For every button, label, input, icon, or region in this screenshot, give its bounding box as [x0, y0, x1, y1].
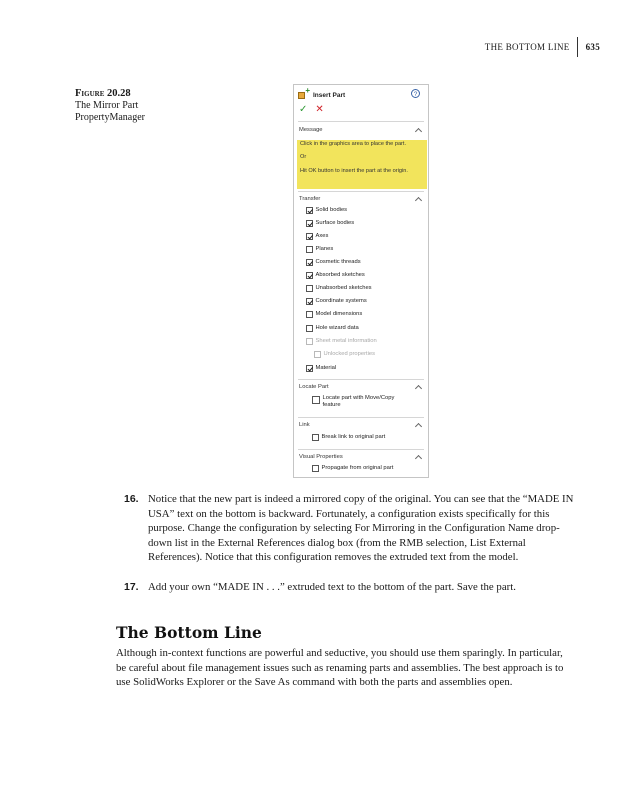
checkbox-checked[interactable] — [306, 207, 313, 214]
chevron-up-icon[interactable] — [415, 127, 422, 134]
figure-caption — [75, 88, 195, 124]
transfer-option[interactable] — [306, 285, 372, 292]
chevron-up-icon[interactable] — [415, 422, 422, 429]
checkbox-checked[interactable] — [306, 365, 313, 372]
section-divider — [298, 191, 424, 192]
ok-check-icon[interactable]: ✓ — [299, 104, 308, 115]
transfer-section-header[interactable] — [299, 194, 423, 204]
checkbox[interactable] — [306, 311, 313, 318]
running-head-title: THE BOTTOM LINE — [484, 42, 570, 52]
transfer-option[interactable] — [306, 325, 359, 332]
message-line: Or — [300, 154, 307, 161]
link-section-title: Link — [299, 422, 310, 428]
panel-header — [298, 86, 424, 101]
chevron-up-icon[interactable] — [415, 384, 422, 391]
section-divider — [298, 121, 424, 122]
visual-section-title: Visual Properties — [299, 454, 343, 460]
propagate-checkbox[interactable] — [312, 465, 393, 472]
panel-title: Insert Part — [313, 91, 346, 99]
checkbox-label: Break link to original part — [321, 434, 386, 440]
transfer-option — [314, 351, 375, 358]
checkbox-label: Absorbed sketches — [315, 272, 365, 278]
checkbox-checked[interactable] — [306, 298, 313, 305]
checkbox-checked[interactable] — [306, 272, 313, 279]
checkbox[interactable] — [312, 434, 319, 441]
step-text: Add your own “MADE IN . . .” extruded text to the bottom of the part. Save the part. — [148, 581, 516, 593]
checkbox-label: Material — [315, 365, 337, 371]
link-section-header[interactable] — [299, 420, 423, 430]
locate-section-title: Locate Part — [299, 384, 329, 390]
checkbox-label: Model dimensions — [315, 311, 363, 317]
checkbox-label: Surface bodies — [315, 220, 355, 226]
section-divider — [298, 449, 424, 450]
checkbox — [306, 338, 313, 345]
checkbox-label: Planes — [315, 246, 334, 252]
body-paragraph: Although in-context functions are powerful and seductive, you should use them sparingly. In particular, be careful about file management issues such as renaming parts and assemblies. The best approach is to use SolidWorks Explorer or the Save As command with both the parts and assemblies open. — [116, 647, 564, 688]
section-heading: The Bottom Line — [116, 623, 262, 642]
step-number: 17. — [124, 581, 139, 593]
step-text: Notice that the new part is indeed a mirrored copy of the original. You can see that the “MADE IN USA” text on the bottom is backward. Fortunately, a configuration exists specifically for this purpose. Change the configuration by selecting For Mirroring in the Configuration Name drop-down list in the External References dialog box (from the RMB selection, List External References). Notice that this configuration removes the extruded text from the model. — [148, 493, 574, 563]
transfer-option[interactable] — [306, 311, 362, 318]
message-box — [297, 140, 427, 189]
checkbox-checked[interactable] — [306, 233, 313, 240]
break-link-checkbox[interactable] — [312, 434, 385, 441]
checkbox[interactable] — [312, 465, 319, 472]
insert-part-icon: + — [298, 90, 308, 100]
ok-cancel-bar — [299, 104, 324, 115]
checkbox — [314, 351, 321, 358]
transfer-option[interactable] — [306, 298, 367, 305]
checkbox[interactable] — [306, 285, 313, 292]
checkbox-label: Cosmetic threads — [315, 259, 361, 265]
checkbox-label: Hole wizard data — [315, 325, 359, 331]
figure-caption-text: The Mirror Part PropertyManager — [75, 100, 145, 123]
checkbox-label: Coordinate systems — [315, 298, 367, 304]
checkbox-label: Solid bodies — [315, 207, 348, 213]
transfer-option[interactable] — [306, 233, 328, 240]
checkbox-checked[interactable] — [306, 259, 313, 266]
message-line: Hit OK button to insert the part at the origin. — [300, 167, 408, 174]
checkbox-checked[interactable] — [306, 220, 313, 227]
checkbox[interactable] — [306, 246, 313, 253]
figure-label: Figure 20.28 — [75, 88, 131, 99]
checkbox-label: Axes — [315, 233, 329, 239]
checkbox[interactable] — [312, 396, 320, 404]
chevron-up-icon[interactable] — [415, 454, 422, 461]
message-section-title: Message — [299, 127, 323, 133]
locate-section-header[interactable] — [299, 382, 423, 392]
transfer-option — [306, 338, 377, 345]
visual-section-header[interactable] — [299, 452, 423, 462]
transfer-option[interactable] — [306, 220, 354, 227]
running-head-divider — [577, 37, 578, 57]
locate-part-checkbox[interactable] — [312, 395, 413, 409]
page-number: 635 — [585, 42, 600, 52]
insert-part-property-manager — [293, 84, 429, 478]
message-section-header[interactable] — [299, 125, 423, 135]
transfer-option[interactable] — [306, 272, 365, 279]
running-head — [485, 37, 600, 57]
transfer-option[interactable] — [306, 246, 333, 253]
cancel-x-icon[interactable]: ✕ — [315, 104, 324, 115]
transfer-option[interactable] — [306, 207, 347, 214]
transfer-section-title: Transfer — [299, 196, 321, 202]
section-divider — [298, 417, 424, 418]
transfer-option[interactable] — [306, 259, 361, 266]
transfer-option[interactable] — [306, 365, 336, 372]
message-line: Click in the graphics area to place the part. — [300, 141, 407, 147]
checkbox-label: Unabsorbed sketches — [315, 285, 372, 291]
help-icon[interactable]: ? — [411, 89, 420, 98]
checkbox-label: Locate part with Move/Copy feature — [322, 395, 395, 408]
checkbox-label: Unlocked properties — [323, 351, 376, 357]
checkbox-label: Propagate from original part — [321, 465, 394, 471]
chevron-up-icon[interactable] — [415, 196, 422, 203]
step-number: 16. — [124, 493, 139, 505]
section-divider — [298, 379, 424, 380]
checkbox-label: Sheet metal information — [315, 338, 377, 344]
checkbox[interactable] — [306, 325, 313, 332]
